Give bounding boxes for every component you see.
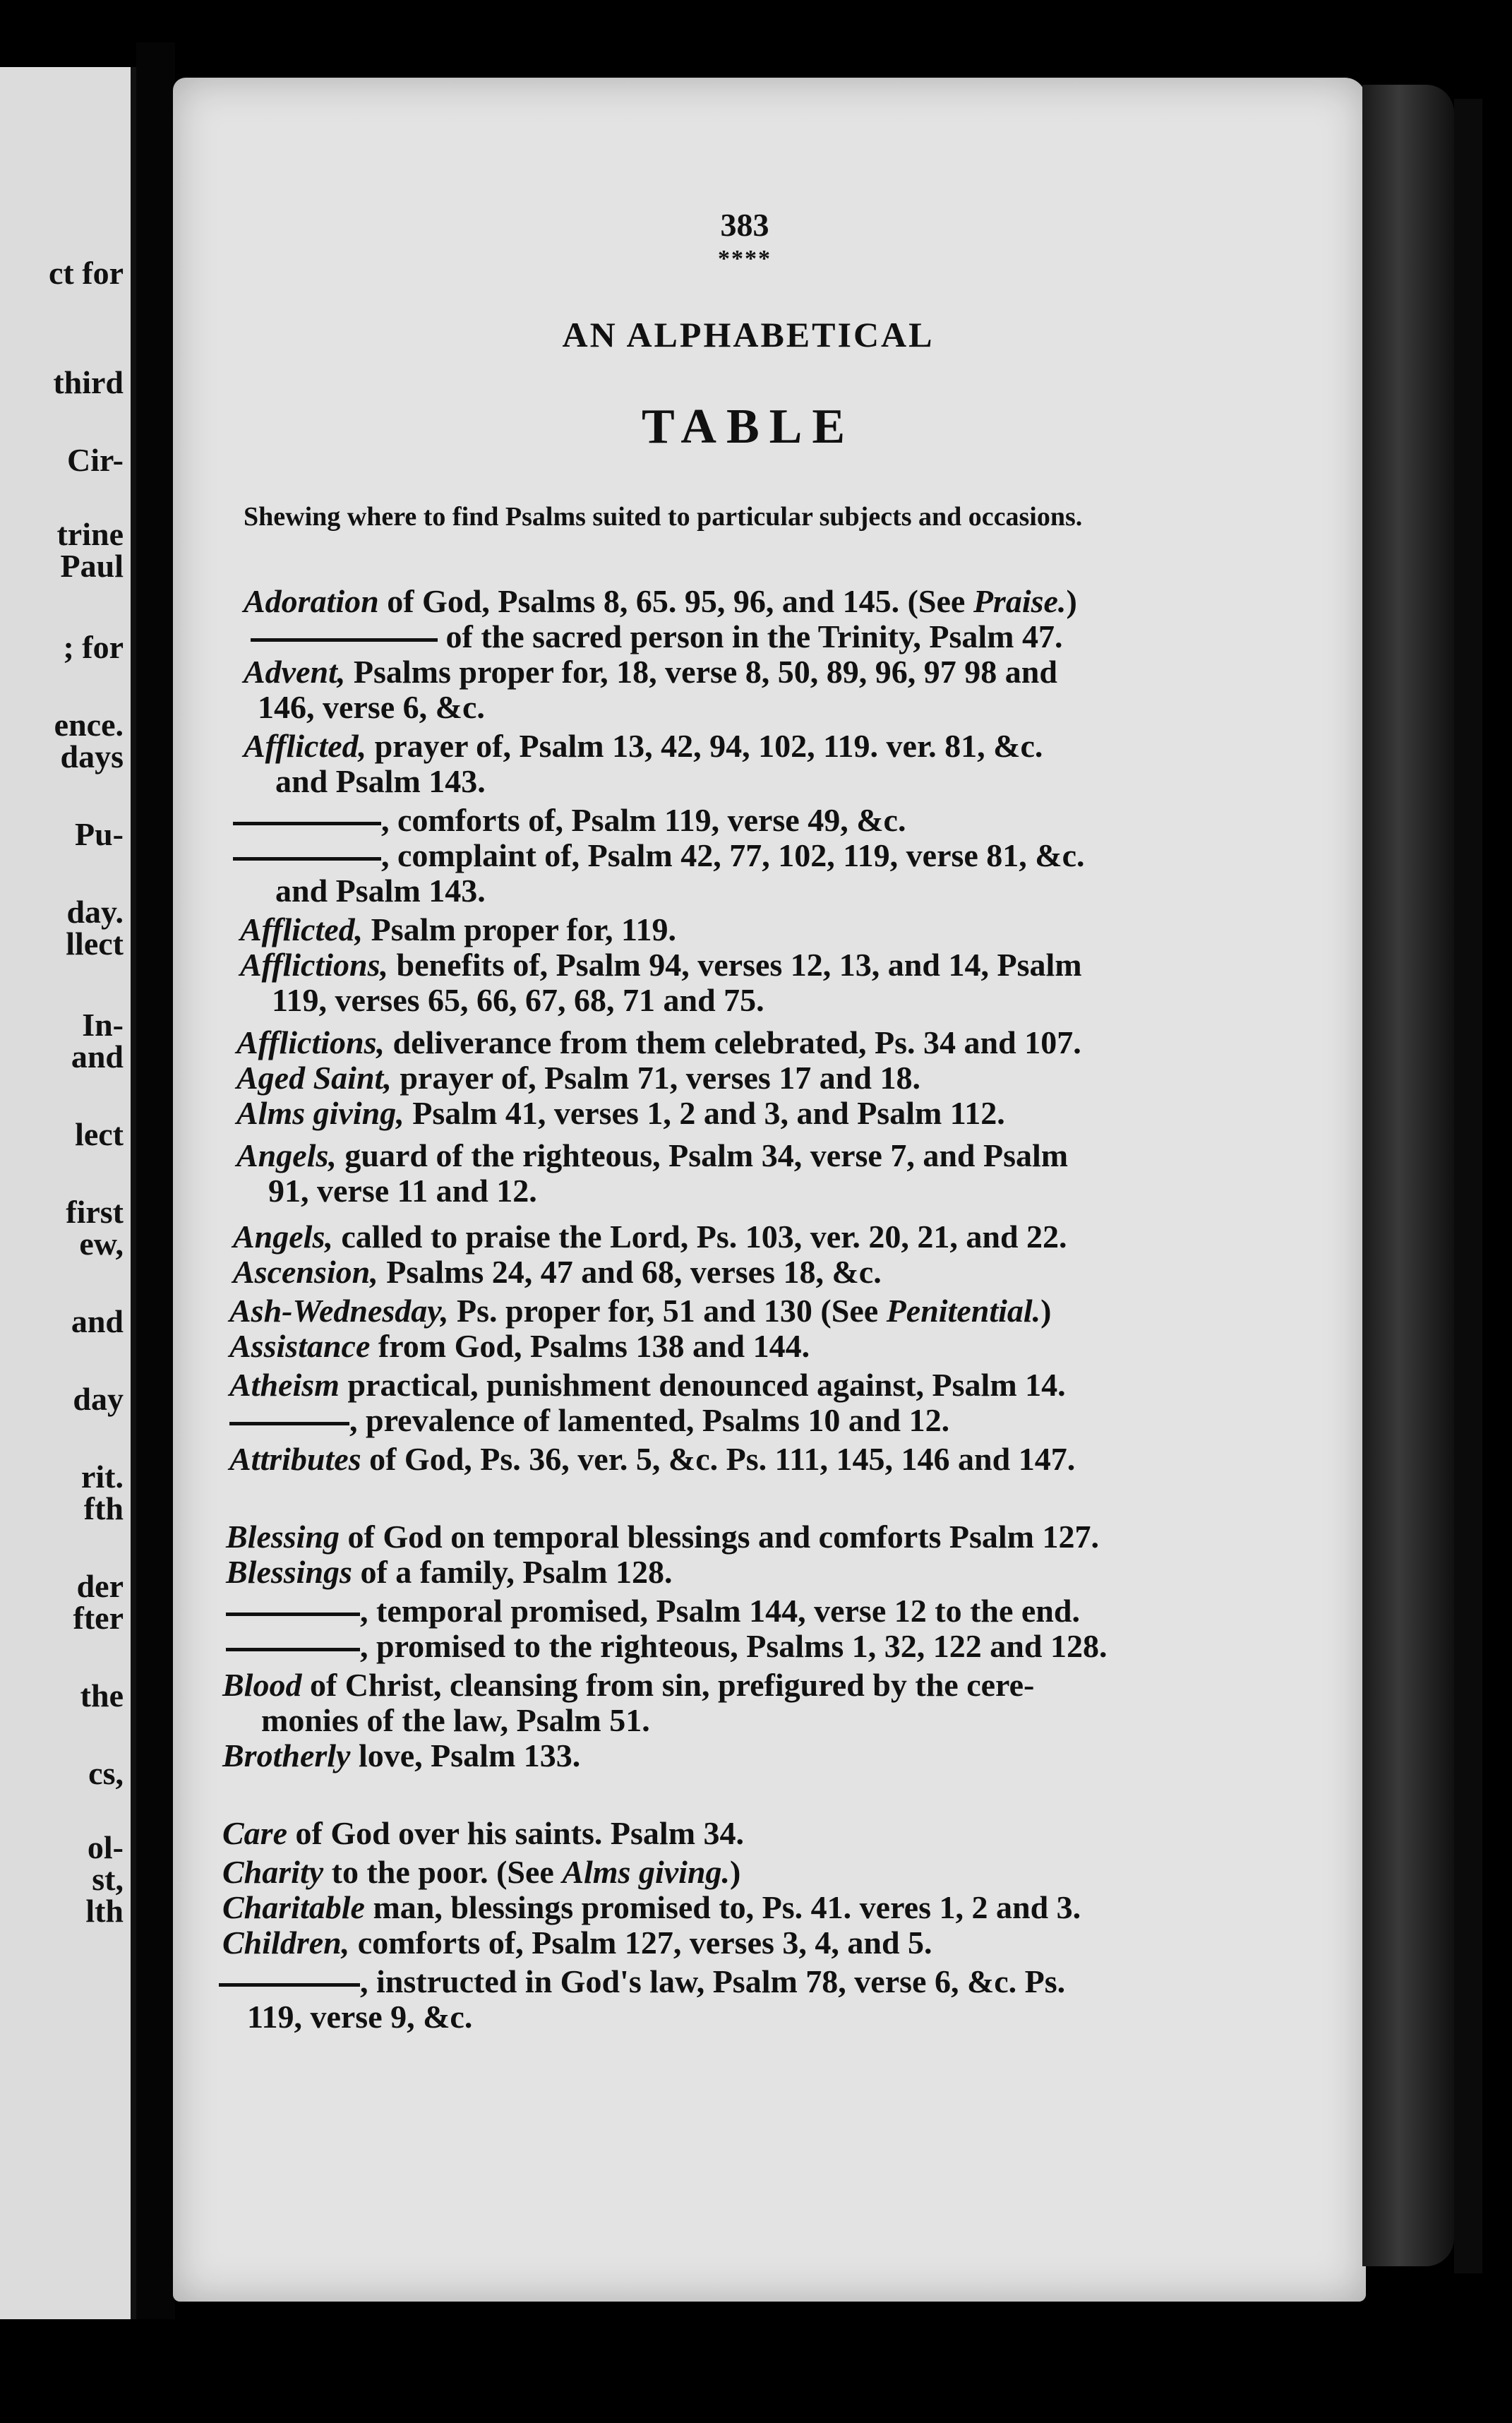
left-page-fragment: day bbox=[73, 1381, 124, 1417]
index-entry bbox=[222, 1889, 1436, 1926]
ornament: **** bbox=[718, 246, 772, 272]
entry-text: , temporal promised, Psalm 144, verse 12 to the end. bbox=[360, 1593, 1080, 1629]
entry-text: to the poor. (See bbox=[323, 1854, 563, 1890]
entry-text: of Christ, cleansing from sin, prefigured by the cere- bbox=[301, 1667, 1035, 1703]
index-entry bbox=[226, 1627, 1440, 1665]
entry-heading: Attributes bbox=[229, 1441, 361, 1477]
entry-text: benefits of, Psalm 94, verses 12, 13, and 14, Psalm bbox=[388, 947, 1082, 983]
index-entry bbox=[219, 1963, 1433, 2000]
left-page-fragment: ; for bbox=[63, 629, 124, 665]
entry-heading: Assistance bbox=[229, 1328, 371, 1364]
entry-heading: Angels, bbox=[236, 1137, 337, 1173]
entry-text: guard of the righteous, Psalm 34, verse 7, and Psalm bbox=[336, 1137, 1069, 1173]
entry-heading: Blessing bbox=[226, 1519, 340, 1555]
page-title: TABLE bbox=[641, 400, 856, 454]
bottom-border bbox=[0, 2319, 1512, 2423]
left-page-fragment: lect bbox=[75, 1116, 124, 1152]
entry-text: of a family, Psalm 128. bbox=[352, 1554, 673, 1590]
cross-reference: Alms giving. bbox=[562, 1854, 731, 1890]
index-entry bbox=[272, 981, 1486, 1019]
index-entry bbox=[244, 653, 1458, 690]
heading: AN ALPHABETICAL bbox=[562, 315, 935, 354]
entry-heading: Brotherly bbox=[222, 1737, 351, 1773]
index-entry bbox=[229, 1401, 1444, 1439]
entry-heading: Advent, bbox=[244, 654, 346, 690]
left-page-fragment: rit. bbox=[80, 1459, 124, 1495]
left-page-fragment: st, bbox=[92, 1861, 124, 1897]
index-entry bbox=[236, 1094, 1451, 1132]
entry-heading: Angels, bbox=[233, 1219, 333, 1255]
left-page-fragment: trine bbox=[56, 516, 124, 552]
entry-heading: Afflictions, bbox=[236, 1024, 385, 1060]
entry-text: of the sacred person in the Trinity, Psalm 47. bbox=[438, 618, 1063, 654]
left-page-fragment: third bbox=[53, 364, 124, 400]
entry-tail: ) bbox=[1040, 1293, 1052, 1329]
left-page-fragment: der bbox=[76, 1568, 124, 1604]
index-entry bbox=[222, 1814, 1436, 1852]
left-page-fragment: and bbox=[71, 1303, 124, 1339]
entry-heading: Care bbox=[222, 1815, 287, 1851]
index-entry bbox=[222, 1924, 1436, 1961]
entry-text: of God, Ps. 36, ver. 5, &c. Ps. 111, 145, 146 and 147. bbox=[361, 1441, 1076, 1477]
ditto-dash bbox=[226, 1648, 360, 1651]
entry-text: and Psalm 143. bbox=[275, 763, 486, 799]
entry-text: from God, Psalms 138 and 144. bbox=[370, 1328, 810, 1364]
entry-heading: Charity bbox=[222, 1854, 324, 1890]
left-page-fragment: Cir- bbox=[66, 442, 124, 478]
left-page-fragment: and bbox=[71, 1039, 124, 1075]
entry-heading: Afflicted, bbox=[240, 911, 364, 947]
entry-text: man, blessings promised to, Ps. 41. veres 1, 2 and 3. bbox=[364, 1889, 1081, 1925]
subtitle: Shewing where to find Psalms suited to particular subjects and occasions. bbox=[244, 502, 1083, 532]
index-entry bbox=[222, 1666, 1436, 1704]
index-entry bbox=[268, 1172, 1482, 1209]
index-entry bbox=[233, 1253, 1447, 1291]
entry-heading: Adoration bbox=[244, 583, 379, 619]
ditto-dash bbox=[229, 1422, 349, 1425]
left-page-fragment: lth bbox=[85, 1893, 124, 1929]
book-gutter bbox=[136, 42, 175, 2337]
entry-tail: ) bbox=[730, 1854, 741, 1890]
cross-reference: Penitential. bbox=[886, 1293, 1041, 1329]
index-entry bbox=[233, 801, 1447, 839]
entry-text: , comforts of, Psalm 119, verse 49, &c. bbox=[381, 802, 906, 838]
index-entry bbox=[275, 872, 1489, 909]
entry-text: comforts of, Psalm 127, verses 3, 4, and 5. bbox=[349, 1925, 932, 1961]
index-entry bbox=[229, 1440, 1444, 1478]
index-entry bbox=[222, 1853, 1436, 1891]
ditto-dash bbox=[251, 638, 438, 642]
entry-text: Psalms 24, 47 and 68, verses 18, &c. bbox=[378, 1254, 882, 1290]
entry-heading: Atheism bbox=[229, 1367, 340, 1403]
index-entry bbox=[240, 911, 1454, 948]
left-page-fragment: ct for bbox=[49, 255, 124, 291]
entry-text: , instructed in God's law, Psalm 78, verse 6, &c. Ps. bbox=[360, 1963, 1066, 1999]
entry-text: , complaint of, Psalm 42, 77, 102, 119, verse 81, &c. bbox=[381, 837, 1085, 873]
left-page-fragment: fth bbox=[83, 1490, 124, 1526]
left-page-fragment: ence. bbox=[54, 707, 124, 743]
index-entry bbox=[229, 1327, 1444, 1365]
entry-text: 119, verses 65, 66, 67, 68, 71 and 75. bbox=[272, 982, 764, 1018]
index-entry bbox=[226, 1592, 1440, 1629]
ditto-dash bbox=[219, 1983, 360, 1987]
entry-heading: Aged Saint, bbox=[236, 1060, 392, 1096]
entry-heading: Alms giving, bbox=[236, 1095, 404, 1131]
entry-text: Psalm proper for, 119. bbox=[363, 911, 676, 947]
left-page-fragment: day. bbox=[66, 894, 124, 930]
ditto-dash bbox=[233, 822, 381, 825]
index-entry bbox=[229, 1292, 1444, 1329]
ditto-dash bbox=[226, 1613, 360, 1616]
entry-heading: Children, bbox=[222, 1925, 350, 1961]
left-page-fragment: llect bbox=[66, 926, 124, 962]
entry-text: 119, verse 9, &c. bbox=[247, 1999, 473, 2035]
left-page-fragment: cs, bbox=[88, 1755, 124, 1791]
ditto-dash bbox=[233, 857, 381, 861]
entry-text: practical, punishment denounced against, Psalm 14. bbox=[339, 1367, 1066, 1403]
entry-heading: Blessings bbox=[226, 1554, 352, 1590]
index-entry bbox=[244, 582, 1458, 620]
entry-heading: Ash-Wednesday, bbox=[229, 1293, 449, 1329]
index-entry bbox=[236, 1024, 1451, 1061]
entry-text: , promised to the righteous, Psalms 1, 32, 122 and 128. bbox=[360, 1628, 1108, 1664]
entry-heading: Afflicted, bbox=[244, 728, 367, 764]
entry-tail: ) bbox=[1066, 583, 1077, 619]
left-page-fragment: Pu- bbox=[75, 816, 124, 852]
index-entry bbox=[222, 1737, 1436, 1774]
index-entry bbox=[229, 1366, 1444, 1404]
index-entry bbox=[275, 762, 1489, 800]
cross-reference: Praise. bbox=[973, 583, 1067, 619]
left-page bbox=[0, 67, 136, 2319]
entry-text: Ps. proper for, 51 and 130 (See bbox=[448, 1293, 887, 1329]
left-page-fragment: first bbox=[66, 1194, 124, 1230]
entry-heading: Afflictions, bbox=[240, 947, 389, 983]
entry-text: of God over his saints. Psalm 34. bbox=[287, 1815, 745, 1851]
index-entry bbox=[236, 1059, 1451, 1096]
entry-text: called to praise the Lord, Ps. 103, ver. 20, 21, and 22. bbox=[332, 1219, 1067, 1255]
index-entry bbox=[226, 1553, 1440, 1591]
index-entry bbox=[233, 1218, 1447, 1255]
entry-heading: Blood bbox=[222, 1667, 302, 1703]
left-page-fragment: ol- bbox=[87, 1829, 124, 1865]
entry-heading: Charitable bbox=[222, 1889, 365, 1925]
index-entry bbox=[247, 1998, 1461, 2035]
index-entry bbox=[236, 1137, 1451, 1174]
entry-text: prayer of, Psalm 13, 42, 94, 102, 119. ver. 81, &c. bbox=[366, 728, 1043, 764]
index-entry bbox=[233, 837, 1447, 874]
index-entry bbox=[258, 688, 1472, 726]
entry-text: 146, verse 6, &c. bbox=[258, 689, 485, 725]
left-page-fragment: fter bbox=[73, 1600, 124, 1636]
left-page-fragment: days bbox=[60, 738, 124, 774]
left-page-fragment: Paul bbox=[60, 548, 124, 584]
page-number: 383 bbox=[720, 207, 769, 243]
index-entry bbox=[240, 946, 1454, 983]
entry-text: love, Psalm 133. bbox=[350, 1737, 581, 1773]
entry-text: and Psalm 143. bbox=[275, 873, 486, 909]
entry-text: 91, verse 11 and 12. bbox=[268, 1173, 537, 1209]
index-entry bbox=[251, 618, 1465, 655]
entry-text: deliverance from them celebrated, Ps. 34 and 107. bbox=[385, 1024, 1081, 1060]
index-entry bbox=[261, 1701, 1475, 1739]
entry-text: Psalms proper for, 18, verse 8, 50, 89, 96, 97 98 and bbox=[345, 654, 1057, 690]
index-entry bbox=[244, 727, 1458, 765]
index-entry bbox=[226, 1518, 1440, 1555]
entry-text: monies of the law, Psalm 51. bbox=[261, 1702, 650, 1738]
entry-text: of God on temporal blessings and comforts Psalm 127. bbox=[340, 1519, 1099, 1555]
left-page-fragment: the bbox=[80, 1677, 124, 1713]
entry-heading: Ascension, bbox=[233, 1254, 378, 1290]
left-page-fragment: ew, bbox=[79, 1226, 124, 1262]
entry-text: Psalm 41, verses 1, 2 and 3, and Psalm 112. bbox=[404, 1095, 1005, 1131]
left-page-fragment: In- bbox=[82, 1007, 124, 1043]
entry-text: of God, Psalms 8, 65. 95, 96, and 145. (See bbox=[378, 583, 973, 619]
entry-text: prayer of, Psalm 71, verses 17 and 18. bbox=[391, 1060, 920, 1096]
entry-text: , prevalence of lamented, Psalms 10 and 12. bbox=[349, 1402, 950, 1438]
